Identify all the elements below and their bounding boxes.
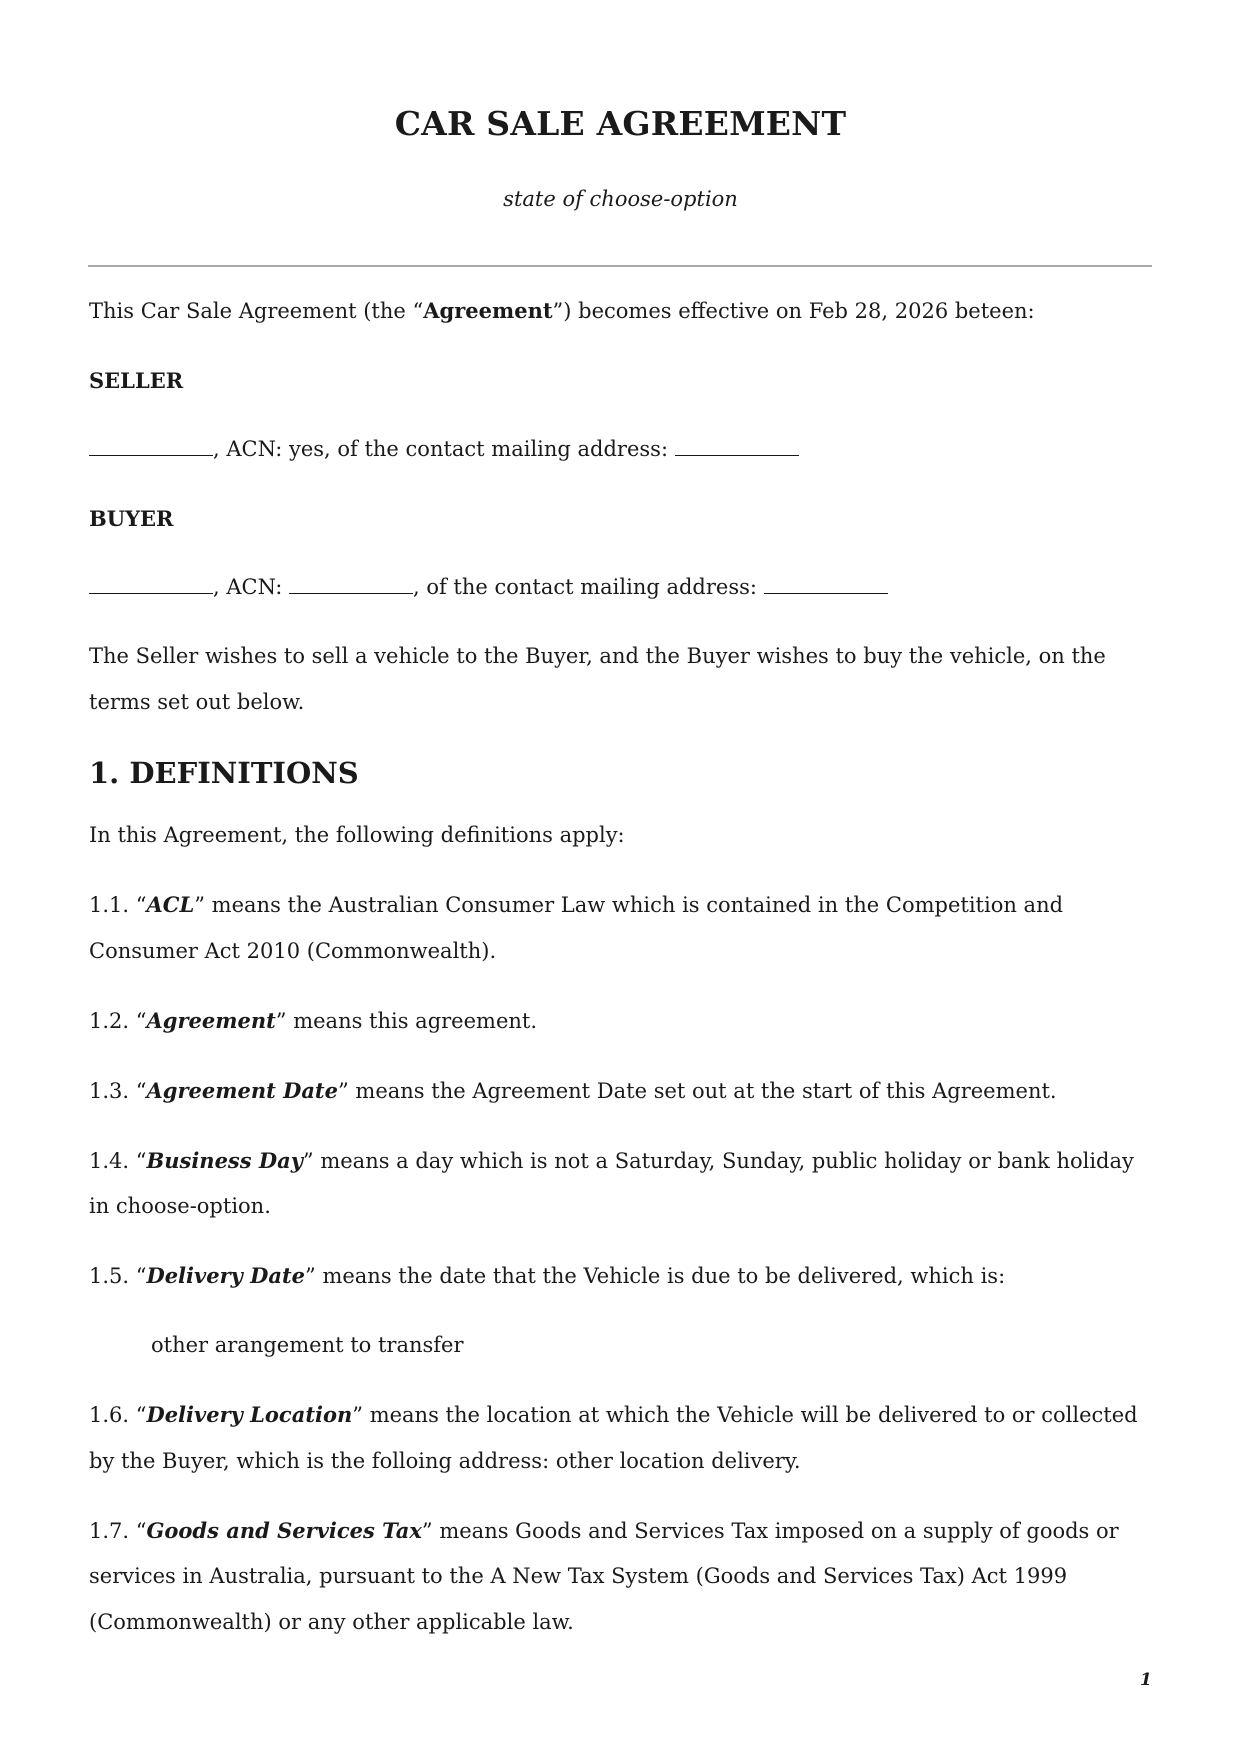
definition-term: ACL xyxy=(146,892,195,917)
buyer-name-blank xyxy=(89,592,213,594)
intro-before: This Car Sale Agreement (the “ xyxy=(89,299,424,323)
definition-term: Delivery Date xyxy=(146,1263,306,1288)
definition-number: 1.7. “ xyxy=(89,1518,147,1543)
title-divider xyxy=(88,265,1152,267)
section-heading-definitions: 1. DEFINITIONS xyxy=(89,756,359,790)
definition-text: ” means the Australian Consumer Law which is contained in the Competition and Consumer Act 2010 (Commonwealth). xyxy=(89,893,1064,963)
definition-text: ” means the location at which the Vehicle will be delivered to or collected by the Buyer, which is the folloing address: other location delivery. xyxy=(89,1403,1138,1473)
document-body xyxy=(89,288,1153,1669)
definition-term: Agreement xyxy=(146,1007,276,1033)
definition-number: 1.4. “ xyxy=(89,1148,147,1173)
seller-name-blank xyxy=(89,454,213,456)
definition-term: Business Day xyxy=(146,1147,303,1173)
definition-term: Delivery Location xyxy=(146,1402,353,1427)
seller-details xyxy=(89,427,1153,473)
definition-text: ” means a day which is not a Saturday, Sunday, public holiday or bank holiday in choose-option. xyxy=(89,1148,1134,1218)
definition-text: ” means the Agreement Date set out at the start of this Agreement. xyxy=(338,1078,1057,1103)
definition-item xyxy=(89,882,1153,974)
definition-item xyxy=(89,1253,1153,1300)
definitions-lead: In this Agreement, the following definitions apply: xyxy=(89,823,625,847)
definition-term: Agreement Date xyxy=(146,1077,338,1103)
buyer-label: BUYER xyxy=(89,506,174,531)
definition-number: 1.2. “ xyxy=(89,1008,147,1033)
definition-number: 1.1. “ xyxy=(89,893,147,917)
definition-term: Goods and Services Tax xyxy=(146,1517,422,1543)
definition-item xyxy=(89,1068,1153,1115)
definition-number: 1.3. “ xyxy=(89,1078,147,1103)
intro-paragraph xyxy=(89,288,1153,335)
document-subtitle: state of choose-option xyxy=(503,187,738,211)
page-number: 1 xyxy=(1140,1670,1152,1690)
buyer-acn-blank xyxy=(289,592,413,594)
definition-number: 1.5. “ xyxy=(89,1264,147,1288)
definition-text: ” means this agreement. xyxy=(275,1008,538,1033)
seller-label: SELLER xyxy=(89,368,184,393)
intro-agreement-term: Agreement xyxy=(423,298,553,323)
definition-text: ” means Goods and Services Tax imposed on a supply of goods or services in Australia, pursuant to the A New Tax System (Goods and Services Tax) Act 1999 (Commonwealth) or any other applicable law. xyxy=(89,1518,1119,1634)
buyer-details xyxy=(89,565,1153,611)
buyer-address-text: , of the contact mailing address: xyxy=(412,575,764,599)
seller-acn-text: , ACN: yes, of the contact mailing address: xyxy=(213,437,675,461)
definition-item xyxy=(89,1508,1153,1646)
definition-item xyxy=(89,998,1153,1045)
buyer-address-blank xyxy=(764,592,888,594)
intro-after: ”) becomes effective on Feb 28, 2026 beteen: xyxy=(552,299,1035,323)
buyer-acn-text: , ACN: xyxy=(213,575,289,599)
seller-address-blank xyxy=(675,454,799,456)
definition-number: 1.6. “ xyxy=(89,1403,147,1427)
definition-item xyxy=(89,1392,1153,1484)
definition-text: ” means the date that the Vehicle is due to be delivered, which is: xyxy=(305,1264,1006,1288)
definition-item xyxy=(89,1138,1153,1230)
document-title: CAR SALE AGREEMENT xyxy=(394,104,847,143)
recital-paragraph: The Seller wishes to sell a vehicle to the Buyer, and the Buyer wishes to buy the vehicle, on the terms set out below. xyxy=(89,644,1106,714)
delivery-date-value: other arangement to transfer xyxy=(151,1333,464,1357)
